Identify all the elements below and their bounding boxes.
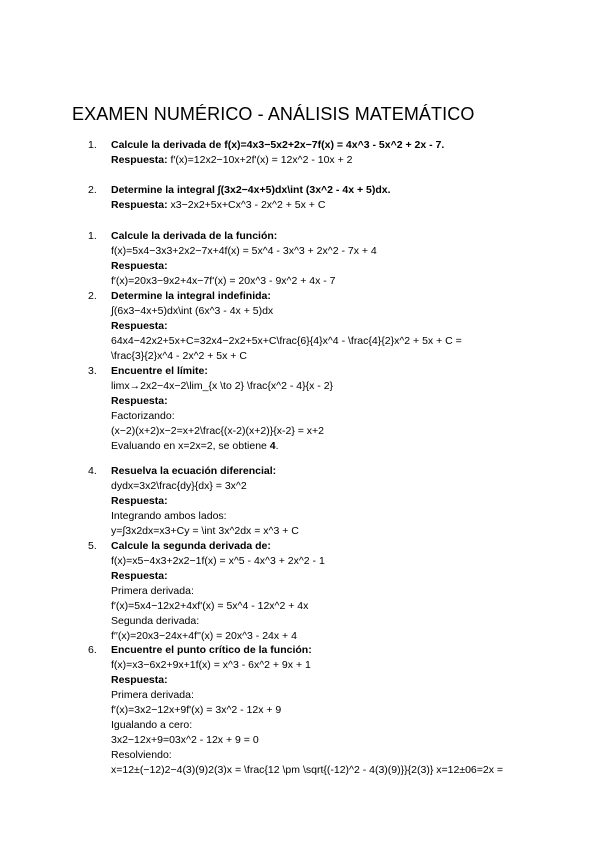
item-number: 1. — [88, 139, 97, 151]
explanation-line: Primera derivada: — [111, 585, 194, 597]
answer-label: Respuesta: — [111, 395, 168, 407]
formula-line: f′(x)=5x4−12x2+4xf'(x) = 5x^4 - 12x^2 + 4x — [111, 600, 309, 612]
formula-line: dydx=3x2\frac{dy}{dx} = 3x^2 — [111, 480, 247, 492]
item-number: 6. — [88, 644, 97, 656]
formula-line: 3x2−12x+9=03x^2 - 12x + 9 = 0 — [111, 734, 259, 746]
question-text: Resuelva la ecuación diferencial: — [111, 465, 277, 477]
formula-line: f(x)=x5−4x3+2x2−1f(x) = x^5 - 4x^3 + 2x^2 - 1 — [111, 555, 325, 567]
explanation-line: Igualando a cero: — [111, 719, 193, 731]
answer-text: x3−2x2+5x+Cx^3 - 2x^2 + 5x + C — [167, 199, 326, 211]
question-text: Determine la integral indefinida: — [111, 290, 271, 302]
answer-label: Respuesta: — [111, 570, 168, 582]
formula-line: x=12±(−12)2−4(3)(9)2(3)x = \frac{12 \pm \sqrt{(-12)^2 - 4(3)(9)}}{2(3)} x=12±06=2x = — [111, 764, 504, 776]
exam-item-b1 — [88, 229, 598, 289]
question-text: Encuentre el límite: — [111, 365, 208, 377]
explanation-line: Resolviendo: — [111, 749, 172, 761]
exam-item-a1 — [88, 138, 598, 168]
explanation-line: Factorizando: — [111, 410, 175, 422]
answer-label: Respuesta: — [111, 495, 168, 507]
formula-line: f′′(x)=20x3−24x+4f''(x) = 20x^3 - 24x + 4 — [111, 630, 297, 642]
answer-label: Respuesta: — [111, 260, 168, 272]
formula-line: f′(x)=20x3−9x2+4x−7f'(x) = 20x^3 - 9x^2 + 4x - 7 — [111, 275, 336, 287]
item-number: 1. — [88, 230, 97, 242]
explanation-line: Evaluando en x=2x=2, se obtiene — [111, 440, 270, 452]
formula-line: y=∫3x2dx=x3+Cy = \int 3x^2dx = x^3 + C — [111, 525, 299, 537]
formula-line: f(x)=x3−6x2+9x+1f(x) = x^3 - 6x^2 + 9x + 1 — [111, 659, 311, 671]
explanation-line: Segunda derivada: — [111, 615, 200, 627]
answer-label: Respuesta: — [111, 199, 168, 211]
punctuation: . — [275, 440, 279, 452]
answer-label: Respuesta: — [111, 320, 168, 332]
item-number: 2. — [88, 184, 97, 196]
formula-line: limx→2x2−4x−2\lim_{x \to 2} \frac{x^2 - 4}{x - 2} — [111, 380, 334, 392]
question-text: Calcule la segunda derivada de: — [111, 540, 271, 552]
answer-label: Respuesta: — [111, 154, 168, 166]
exam-item-a2 — [88, 183, 598, 213]
exam-item-b6 — [88, 643, 598, 778]
formula-line: 64x4−42x2+5x+C=32x4−2x2+5x+C\frac{6}{4}x^4 - \frac{4}{2}x^2 + 5x + C = — [111, 335, 462, 347]
exam-item-b2 — [88, 289, 598, 364]
question-text: Calcule la derivada de f(x)=4x3−5x2+2x−7f(x) = 4x^3 - 5x^2 + 2x - 7. — [111, 139, 445, 151]
question-text: Determine la integral ∫(3x2−4x+5)dx\int (3x^2 - 4x + 5)dx. — [111, 184, 391, 196]
item-number: 2. — [88, 290, 97, 302]
formula-line: ∫(6x3−4x+5)dx\int (6x^3 - 4x + 5)dx — [111, 305, 274, 317]
formula-line: f(x)=5x4−3x3+2x2−7x+4f(x) = 5x^4 - 3x^3 + 2x^2 - 7x + 4 — [111, 245, 377, 257]
result-value: 4 — [269, 440, 276, 452]
formula-line: (x−2)(x+2)x−2=x+2\frac{(x-2)(x+2)}{x-2} = x+2 — [111, 425, 325, 437]
exam-item-b3 — [88, 364, 598, 454]
answer-text: f′(x)=12x2−10x+2f'(x) = 12x^2 - 10x + 2 — [167, 154, 353, 166]
page-title: EXAMEN NUMÉRICO - ANÁLISIS MATEMÁTICO — [72, 104, 475, 124]
explanation-line: Primera derivada: — [111, 689, 194, 701]
explanation-line: Integrando ambos lados: — [111, 510, 227, 522]
item-number: 3. — [88, 365, 97, 377]
formula-line: f′(x)=3x2−12x+9f'(x) = 3x^2 - 12x + 9 — [111, 704, 282, 716]
answer-label: Respuesta: — [111, 674, 168, 686]
question-text: Calcule la derivada de la función: — [111, 230, 278, 242]
question-text: Encuentre el punto crítico de la función: — [111, 644, 312, 656]
exam-item-b4 — [88, 464, 598, 539]
item-number: 4. — [88, 465, 97, 477]
item-number: 5. — [88, 540, 97, 552]
formula-line: \frac{3}{2}x^4 - 2x^2 + 5x + C — [111, 350, 247, 362]
exam-item-b5 — [88, 539, 598, 644]
